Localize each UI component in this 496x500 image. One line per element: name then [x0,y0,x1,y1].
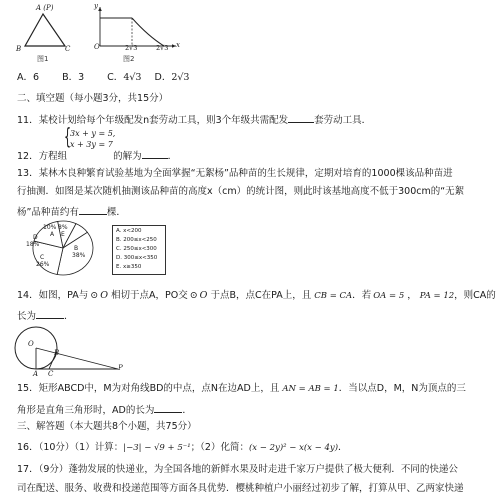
option-c-value: 4√3 [123,72,142,83]
legend-item-b: B. 200≤x<250 [116,237,157,243]
question-16 [17,442,348,454]
q15-text-b: ．当以点D，M，N为顶点的三 [338,383,466,394]
q15-line2-a: 角形是直角三角形时，AD的长为 [17,405,155,416]
q12-prefix: 12．方程组 [17,151,68,162]
q12-answer-blank [142,148,168,159]
fig14-label-b: B [54,349,60,357]
q14-text-c: 于点B，点C在PA上，且 [210,290,312,301]
fig1-label-a: A (P) [36,4,54,12]
q16-expr-2: (x − 2y)² − x(x − 4y) [248,443,339,453]
q14-text-a: 14．如图，PA与 [17,290,89,301]
fig2-tick-2: 2√3 [156,44,169,52]
question-15-line-2 [17,402,192,417]
q16-mid: ；（2）化简： [190,442,249,453]
question-13-line-2: 行抽测．如图是某次随机抽测该品种苗的高度x（cm）的统计图，则此时该基地高度不低于300cm的“无絮 [17,186,465,197]
q14-text-d: ．若 [352,290,372,301]
fig2-origin: O [94,43,100,51]
figure-14-tangent [14,324,124,376]
q12-eq1: 3x + y = 5, [70,129,116,138]
question-13-line-1: 13．某林木良种繁育试验基地为全面掌握“无絮杨”品种苗的生长规律，定期对培育的1000棵该品种苗进 [17,168,453,179]
pie-label-a: A [50,231,55,238]
pie-label-e: E [61,231,65,238]
question-15-line-1 [17,383,466,395]
fig1-label-b: B [16,45,22,53]
fig2-tick-1: 2√3 [125,44,138,52]
fig14-label-a: A [33,370,39,378]
q12-end: ． [167,151,178,162]
q14-comma: ， [407,290,417,301]
q14-text-e: ，则CA的 [454,290,496,301]
q14-cond-2: OA = 5 [373,291,405,301]
q14-circle-o-1: ⊙ [90,290,99,301]
pie-label-b-pct: 38% [72,252,86,259]
q15-line2-b: ． [182,405,192,416]
pie-label-d: D [33,234,38,241]
q14-o-2: O [199,290,208,301]
legend-item-c: C. 250≤x<300 [116,246,157,252]
q14-cond-1: CB = CA [314,291,353,301]
q14-o-1: O [100,290,108,301]
fig14-label-c: C [48,370,54,378]
q16-prefix: 16．（10分）（1）计算： [17,442,124,453]
q14-cond-3: PA = 12 [419,291,455,301]
fig14-label-o: O [28,340,34,348]
question-14-line-2 [17,308,74,323]
options-row [17,72,189,84]
question-12 [17,148,177,163]
q14-line2: 长为 [17,311,37,322]
q13-line3-after: 棵． [106,207,126,218]
fig2-caption: 图2 [123,55,135,63]
figure-1-triangle [15,6,85,61]
section-2-heading: 二、填空题（每小题3分，共15分） [17,93,169,104]
legend-item-e: E. x≥350 [116,264,142,270]
fig1-label-c: C [65,45,71,53]
question-17-line-2: 司在配送、服务、收费和投递范围等方面各具优势．樱桃种植户小丽经过初步了解，打算从甲、乙两家快递 [17,483,464,494]
question-17-line-1: 17．（9分）蓬勃发展的快递业，为全国各地的新鲜水果及时走进千家万户提供了极大便利．不同的快递公 [17,464,458,475]
legend-item-a: A. x<200 [116,228,142,234]
option-c-prefix: C． [107,72,124,83]
option-d-prefix: D． [154,72,172,83]
fig1-caption: 图1 [37,55,49,63]
option-b: B．3 [62,72,85,83]
question-13-line-3 [17,204,126,219]
pie-label-e-pct: 8% [58,224,68,231]
question-14-line-1 [17,290,496,302]
fig2-axis-y: y [94,2,98,10]
q14-text-b: 相切于点A，PO交 [110,290,188,301]
q16-end: ． [338,442,348,453]
q11-text-before: 11．某校计划给每个年级配发n套劳动工具，则3个年级共需配发 [17,115,289,126]
q15-cond: AN = AB = 1 [282,384,339,394]
q12-after: 的解为 [113,151,142,162]
option-a: A．6 [17,72,40,83]
q13-answer-blank [79,204,107,215]
q14-circle-o-2: ⊙ [189,290,198,301]
q15-answer-blank [154,402,182,413]
fig14-label-p: P [118,364,123,372]
pie-label-a-pct: 10% [43,224,57,231]
section-3-heading: 三、解答题（本大题共8个小题，共75分） [17,421,197,432]
pie-label-c: C [40,254,45,261]
pie-label-c-pct: 26% [36,261,50,268]
fig2-axis-x: x [176,41,180,49]
q11-answer-blank [288,112,314,123]
q14-line2-end: ． [64,311,74,322]
q16-expr-1: |−3| − √9 + 5⁻¹ [123,443,191,453]
q13-line3-before: 杨”品种苗约有 [17,207,79,218]
option-d-value: 2√3 [171,72,190,83]
q12-brace: { [64,125,71,150]
legend-item-d: D. 300≤x<350 [116,255,158,261]
q11-text-after: 套劳动工具． [314,115,372,126]
q12-eq2: x + 3y = 7 [70,140,113,149]
q15-text-a: 15．矩形ABCD中，M为对角线BD的中点，点N在边AD上，且 [17,383,280,394]
pie-label-b: B [74,245,79,252]
q14-answer-blank [36,308,64,319]
pie-label-d-pct: 18% [26,241,40,248]
pie-legend [112,225,166,275]
